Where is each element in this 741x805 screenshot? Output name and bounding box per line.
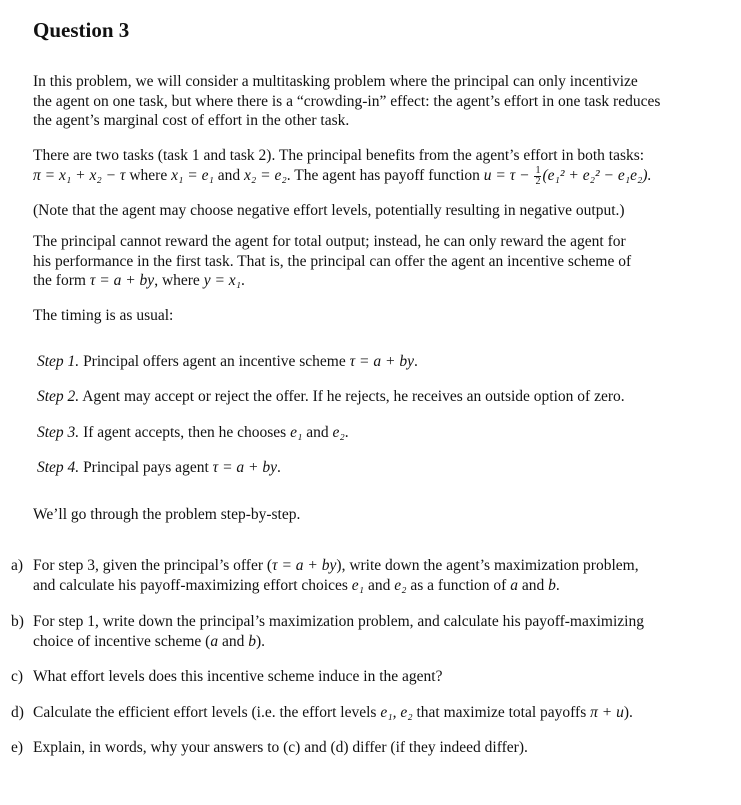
question-line xyxy=(33,703,633,723)
step-end: . xyxy=(277,459,281,476)
question-text: choice of incentive scheme ( xyxy=(33,632,211,650)
x2-equation: x₂ = e₂ xyxy=(244,166,287,184)
step-equation: τ = a + by xyxy=(212,459,277,476)
u-equation-left: u = τ − xyxy=(483,166,534,184)
step-item xyxy=(37,352,418,372)
tasks-line-1: There are two tasks (task 1 and task 2). The principal benefits from the agent’s effort in both tasks: xyxy=(33,147,645,164)
question-text: and xyxy=(364,576,395,594)
step-text: If agent accepts, then he chooses xyxy=(83,424,291,441)
question-text: and calculate his payoff-maximizing effort choices xyxy=(33,576,352,594)
step-equation: τ = a + by xyxy=(349,353,414,370)
question-body xyxy=(33,667,442,687)
step-item xyxy=(37,458,281,478)
reward-paragraph xyxy=(33,232,705,291)
walkthrough-paragraph xyxy=(33,505,705,525)
step-item xyxy=(37,423,349,443)
question-item xyxy=(11,556,731,596)
intro-line-1: In this problem, we will consider a multitasking problem where the principal can only incentivize xyxy=(33,73,638,90)
question-line: For step 1, write down the principal’s maximization problem, and calculate his payoff-maximizing xyxy=(33,613,644,630)
intro-line-2: the agent on one task, but where there is a “crowding-in” effect: the agent’s effort in one task reduces xyxy=(33,92,661,110)
step-and: and xyxy=(302,424,333,441)
pi-equation: π = x₁ + x₂ − τ xyxy=(33,166,126,184)
step-label: Step 1. xyxy=(37,353,80,370)
and-text: and xyxy=(213,166,244,184)
question-text: and xyxy=(517,576,549,594)
fraction-denominator: 2 xyxy=(535,175,541,187)
question-text: ). xyxy=(623,704,633,721)
question-line xyxy=(33,632,644,652)
question-var-b: b xyxy=(248,632,256,650)
question-text: ), write down the agent’s maximization problem, xyxy=(336,557,639,574)
step-label: Step 2. xyxy=(37,388,80,405)
question-item xyxy=(11,667,731,687)
fraction-numerator: 1 xyxy=(535,164,541,176)
reward-end: . xyxy=(241,272,245,289)
question-var-b: b xyxy=(548,576,556,594)
step-label: Step 3. xyxy=(37,424,80,441)
reward-line-2: his performance in the first task. That is, the principal can offer the agent an incentive scheme of xyxy=(33,252,632,270)
page-title: Question 3 xyxy=(33,18,130,42)
intro-line-3: the agent’s marginal cost of effort in the other task. xyxy=(33,112,350,129)
step-equation-2: e₂ xyxy=(332,424,345,441)
question-equation: τ = a + by xyxy=(272,557,337,574)
note-paragraph xyxy=(33,201,705,221)
x1-equation: x₁ = e₁ xyxy=(171,166,214,184)
payoff-text: . The agent has payoff function xyxy=(286,166,484,184)
question-letter: a) xyxy=(11,557,24,574)
where-text: where xyxy=(125,166,172,184)
step-end: . xyxy=(344,424,349,441)
question-text: that maximize total payoffs xyxy=(412,704,591,721)
question-var-a: a xyxy=(210,632,219,650)
step-text: Agent may accept or reject the offer. If he rejects, he receives an outside option of zero. xyxy=(82,388,625,405)
note-text: (Note that the agent may choose negative effort levels, potentially resulting in negative output.) xyxy=(33,202,625,219)
step-text: Principal pays agent xyxy=(83,459,213,476)
tasks-line-2 xyxy=(33,166,705,187)
question-line: What effort levels does this incentive scheme induce in the agent? xyxy=(33,668,443,685)
reward-line-1: The principal cannot reward the agent for total output; instead, he can only reward the agent for xyxy=(33,233,626,250)
reward-form-text: the form xyxy=(33,272,90,289)
question-var-e1: e₁ xyxy=(351,576,365,594)
intro-paragraph xyxy=(33,72,705,131)
step-equation: e₁ xyxy=(290,424,303,441)
tasks-paragraph xyxy=(33,146,705,187)
question-letter: d) xyxy=(11,704,24,721)
question-text: as a function of xyxy=(406,576,511,594)
y-equation: y = x₁ xyxy=(203,272,242,289)
question-body xyxy=(33,612,644,651)
timing-paragraph xyxy=(33,306,705,326)
question-item xyxy=(11,703,731,723)
question-line xyxy=(33,576,639,596)
question-text: For step 3, given the principal’s offer ( xyxy=(33,557,273,574)
question-letter: b) xyxy=(11,613,24,630)
question-text: . xyxy=(555,576,560,594)
tau-equation: τ = a + by xyxy=(89,272,155,289)
step-label: Step 4. xyxy=(37,459,80,476)
question-letter: c) xyxy=(11,668,24,685)
walkthrough-text: We’ll go through the problem step-by-step. xyxy=(33,506,301,523)
question-var-e2: e₂ xyxy=(394,576,407,594)
reward-line-3 xyxy=(33,271,705,291)
u-equation-right: (e₁² + e₂² − e₁e₂). xyxy=(542,166,652,184)
question-text: and xyxy=(218,632,249,650)
question-letter: e) xyxy=(11,739,24,756)
step-item xyxy=(37,387,625,407)
question-text: Calculate the efficient effort levels (i.e. the effort levels xyxy=(33,704,381,721)
question-equation: e₁, e₂ xyxy=(380,704,413,721)
question-text: ). xyxy=(255,632,265,650)
question-item xyxy=(11,612,731,652)
reward-where-text: , where xyxy=(154,272,204,289)
half-fraction xyxy=(534,166,541,187)
question-item xyxy=(11,738,731,758)
timing-text: The timing is as usual: xyxy=(33,307,174,324)
step-end: . xyxy=(413,353,418,370)
question-body xyxy=(33,738,528,758)
question-equation: π + u xyxy=(590,704,624,721)
step-text: Principal offers agent an incentive scheme xyxy=(83,353,350,370)
question-line: Explain, in words, why your answers to (c) and (d) differ (if they indeed differ). xyxy=(33,739,528,756)
question-body xyxy=(33,556,639,595)
question-body xyxy=(33,703,633,723)
question-var-a: a xyxy=(510,576,518,594)
question-line xyxy=(33,556,639,576)
